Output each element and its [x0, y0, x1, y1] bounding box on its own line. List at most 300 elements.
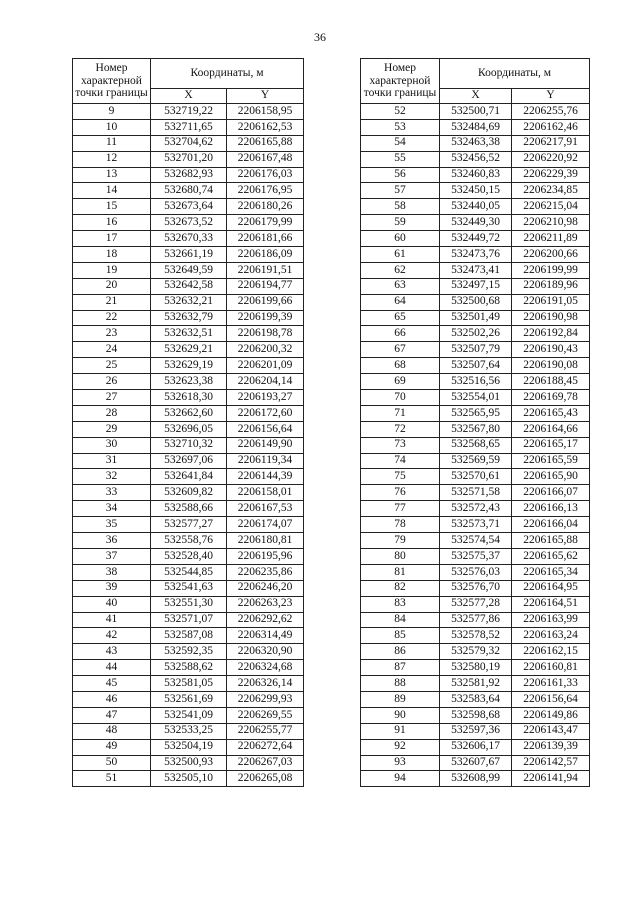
table-row — [361, 278, 590, 294]
x-coordinate-cell: 532505,10 — [151, 771, 227, 787]
y-coordinate-cell: 2206326,14 — [227, 676, 304, 692]
page-number: 36 — [314, 30, 326, 44]
y-coordinate-cell: 2206217,91 — [512, 135, 590, 151]
x-coordinate-cell: 532577,28 — [440, 596, 512, 612]
table-row — [73, 358, 304, 374]
x-coordinate-cell: 532588,66 — [151, 501, 227, 517]
x-coordinate-cell: 532581,05 — [151, 676, 227, 692]
x-coordinate-cell: 532565,95 — [440, 405, 512, 421]
point-number-header: Номер характерной точки границы — [361, 59, 440, 104]
x-coordinate-cell: 532597,36 — [440, 723, 512, 739]
x-coordinate-cell: 532501,49 — [440, 310, 512, 326]
x-coordinate-cell: 532592,35 — [151, 644, 227, 660]
point-number-cell: 62 — [361, 262, 440, 278]
point-number-cell: 66 — [361, 326, 440, 342]
point-number-cell: 59 — [361, 215, 440, 231]
x-coordinate-cell: 532473,41 — [440, 262, 512, 278]
table-row — [73, 517, 304, 533]
x-coordinate-cell: 532719,22 — [151, 104, 227, 120]
point-number-cell: 38 — [73, 564, 151, 580]
point-number-cell: 32 — [73, 469, 151, 485]
y-header: Y — [227, 89, 304, 104]
x-coordinate-cell: 532497,15 — [440, 278, 512, 294]
y-coordinate-cell: 2206193,27 — [227, 390, 304, 406]
y-coordinate-cell: 2206200,66 — [512, 247, 590, 263]
x-coordinate-cell: 532504,19 — [151, 739, 227, 755]
point-number-cell: 64 — [361, 294, 440, 310]
y-coordinate-cell: 2206165,62 — [512, 548, 590, 564]
x-coordinate-cell: 532502,26 — [440, 326, 512, 342]
x-coordinate-cell: 532598,68 — [440, 707, 512, 723]
x-coordinate-cell: 532528,40 — [151, 548, 227, 564]
y-coordinate-cell: 2206119,34 — [227, 453, 304, 469]
y-coordinate-cell: 2206163,24 — [512, 628, 590, 644]
table-row — [73, 771, 304, 787]
point-number-cell: 78 — [361, 517, 440, 533]
y-coordinate-cell: 2206190,98 — [512, 310, 590, 326]
y-coordinate-cell: 2206190,08 — [512, 358, 590, 374]
table-row — [361, 247, 590, 263]
x-coordinate-cell: 532581,92 — [440, 676, 512, 692]
point-number-cell: 56 — [361, 167, 440, 183]
x-coordinate-cell: 532569,59 — [440, 453, 512, 469]
y-coordinate-cell: 2206161,33 — [512, 676, 590, 692]
y-coordinate-cell: 2206156,64 — [227, 421, 304, 437]
y-coordinate-cell: 2206164,95 — [512, 580, 590, 596]
x-coordinate-cell: 532629,21 — [151, 342, 227, 358]
point-number-cell: 75 — [361, 469, 440, 485]
table-row — [361, 453, 590, 469]
table-row — [361, 104, 590, 120]
y-coordinate-cell: 2206176,95 — [227, 183, 304, 199]
point-number-cell: 93 — [361, 755, 440, 771]
table-row — [73, 644, 304, 660]
x-coordinate-cell: 532450,15 — [440, 183, 512, 199]
y-coordinate-cell: 2206165,34 — [512, 564, 590, 580]
table-row — [361, 358, 590, 374]
table-row — [73, 707, 304, 723]
table-row — [73, 628, 304, 644]
point-number-cell: 91 — [361, 723, 440, 739]
y-coordinate-cell: 2206144,39 — [227, 469, 304, 485]
y-coordinate-cell: 2206220,92 — [512, 151, 590, 167]
point-number-cell: 53 — [361, 119, 440, 135]
x-coordinate-cell: 532463,38 — [440, 135, 512, 151]
x-coordinate-cell: 532473,76 — [440, 247, 512, 263]
y-coordinate-cell: 2206199,99 — [512, 262, 590, 278]
x-coordinate-cell: 532500,93 — [151, 755, 227, 771]
x-coordinate-cell: 532696,05 — [151, 421, 227, 437]
y-coordinate-cell: 2206149,86 — [512, 707, 590, 723]
y-coordinate-cell: 2206160,81 — [512, 660, 590, 676]
y-coordinate-cell: 2206162,53 — [227, 119, 304, 135]
point-number-cell: 83 — [361, 596, 440, 612]
x-coordinate-cell: 532507,79 — [440, 342, 512, 358]
point-number-cell: 36 — [73, 533, 151, 549]
x-coordinate-cell: 532578,52 — [440, 628, 512, 644]
x-coordinate-cell: 532500,71 — [440, 104, 512, 120]
y-coordinate-cell: 2206166,07 — [512, 485, 590, 501]
x-coordinate-cell: 532607,67 — [440, 755, 512, 771]
x-coordinate-cell: 532541,09 — [151, 707, 227, 723]
y-coordinate-cell: 2206191,51 — [227, 262, 304, 278]
table-body — [73, 104, 304, 787]
table-row — [361, 231, 590, 247]
x-coordinate-cell: 532460,83 — [440, 167, 512, 183]
y-coordinate-cell: 2206194,77 — [227, 278, 304, 294]
point-number-cell: 52 — [361, 104, 440, 120]
y-coordinate-cell: 2206191,05 — [512, 294, 590, 310]
table-row — [361, 326, 590, 342]
point-number-cell: 35 — [73, 517, 151, 533]
table-row — [73, 247, 304, 263]
point-number-cell: 26 — [73, 374, 151, 390]
x-coordinate-cell: 532609,82 — [151, 485, 227, 501]
table-row — [73, 660, 304, 676]
y-coordinate-cell: 2206200,32 — [227, 342, 304, 358]
table-row — [73, 135, 304, 151]
x-coordinate-cell: 532579,32 — [440, 644, 512, 660]
table-row — [361, 723, 590, 739]
table-body — [361, 104, 590, 787]
y-coordinate-cell: 2206267,03 — [227, 755, 304, 771]
point-number-cell: 67 — [361, 342, 440, 358]
point-number-cell: 47 — [73, 707, 151, 723]
point-number-cell: 55 — [361, 151, 440, 167]
x-coordinate-cell: 532571,07 — [151, 612, 227, 628]
table-row — [73, 231, 304, 247]
table-row — [361, 707, 590, 723]
table-row — [361, 390, 590, 406]
y-coordinate-cell: 2206176,03 — [227, 167, 304, 183]
table-row — [361, 262, 590, 278]
y-coordinate-cell: 2206158,01 — [227, 485, 304, 501]
point-number-cell: 63 — [361, 278, 440, 294]
x-coordinate-cell: 532673,52 — [151, 215, 227, 231]
point-number-header: Номер характерной точки границы — [73, 59, 151, 104]
y-coordinate-cell: 2206165,59 — [512, 453, 590, 469]
table-row — [361, 660, 590, 676]
y-coordinate-cell: 2206149,90 — [227, 437, 304, 453]
table-row — [73, 469, 304, 485]
table-row — [361, 310, 590, 326]
x-coordinate-cell: 532456,52 — [440, 151, 512, 167]
point-number-cell: 54 — [361, 135, 440, 151]
coordinates-header: Координаты, м — [151, 59, 304, 89]
y-coordinate-cell: 2206164,66 — [512, 421, 590, 437]
y-coordinate-cell: 2206165,88 — [512, 533, 590, 549]
x-coordinate-cell: 532583,64 — [440, 691, 512, 707]
y-coordinate-cell: 2206324,68 — [227, 660, 304, 676]
x-coordinate-cell: 532449,30 — [440, 215, 512, 231]
point-number-cell: 42 — [73, 628, 151, 644]
y-coordinate-cell: 2206255,77 — [227, 723, 304, 739]
table-row — [361, 135, 590, 151]
point-number-cell: 30 — [73, 437, 151, 453]
point-number-cell: 80 — [361, 548, 440, 564]
x-coordinate-cell: 532680,74 — [151, 183, 227, 199]
y-coordinate-cell: 2206162,46 — [512, 119, 590, 135]
table-row — [361, 564, 590, 580]
point-number-cell: 87 — [361, 660, 440, 676]
table-row — [361, 437, 590, 453]
point-number-cell: 15 — [73, 199, 151, 215]
point-number-cell: 9 — [73, 104, 151, 120]
point-number-cell: 27 — [73, 390, 151, 406]
x-header: X — [151, 89, 227, 104]
x-coordinate-cell: 532551,30 — [151, 596, 227, 612]
table-row — [361, 612, 590, 628]
y-coordinate-cell: 2206263,23 — [227, 596, 304, 612]
y-coordinate-cell: 2206215,04 — [512, 199, 590, 215]
point-number-cell: 81 — [361, 564, 440, 580]
y-coordinate-cell: 2206235,86 — [227, 564, 304, 580]
y-coordinate-cell: 2206169,78 — [512, 390, 590, 406]
x-coordinate-cell: 532571,58 — [440, 485, 512, 501]
table-row — [73, 390, 304, 406]
x-coordinate-cell: 532682,93 — [151, 167, 227, 183]
point-number-cell: 50 — [73, 755, 151, 771]
y-coordinate-cell: 2206165,90 — [512, 469, 590, 485]
y-coordinate-cell: 2206180,81 — [227, 533, 304, 549]
y-coordinate-cell: 2206189,96 — [512, 278, 590, 294]
x-coordinate-cell: 532507,64 — [440, 358, 512, 374]
point-number-cell: 18 — [73, 247, 151, 263]
point-number-cell: 90 — [361, 707, 440, 723]
table-row — [73, 691, 304, 707]
point-number-cell: 60 — [361, 231, 440, 247]
table-row — [361, 421, 590, 437]
x-coordinate-cell: 532632,51 — [151, 326, 227, 342]
y-coordinate-cell: 2206165,17 — [512, 437, 590, 453]
x-coordinate-cell: 532623,38 — [151, 374, 227, 390]
point-number-cell: 94 — [361, 771, 440, 787]
point-number-cell: 89 — [361, 691, 440, 707]
point-number-cell: 10 — [73, 119, 151, 135]
table-row — [73, 548, 304, 564]
point-number-cell: 72 — [361, 421, 440, 437]
y-coordinate-cell: 2206210,98 — [512, 215, 590, 231]
y-coordinate-cell: 2206320,90 — [227, 644, 304, 660]
y-coordinate-cell: 2206174,07 — [227, 517, 304, 533]
point-number-cell: 88 — [361, 676, 440, 692]
table-row — [73, 421, 304, 437]
y-coordinate-cell: 2206166,04 — [512, 517, 590, 533]
point-number-cell: 25 — [73, 358, 151, 374]
x-coordinate-cell: 532516,56 — [440, 374, 512, 390]
table-row — [361, 342, 590, 358]
point-number-cell: 16 — [73, 215, 151, 231]
point-number-cell: 22 — [73, 310, 151, 326]
coordinates-header: Координаты, м — [440, 59, 590, 89]
y-header: Y — [512, 89, 590, 104]
point-number-cell: 69 — [361, 374, 440, 390]
x-coordinate-cell: 532577,86 — [440, 612, 512, 628]
y-coordinate-cell: 2206198,78 — [227, 326, 304, 342]
y-coordinate-cell: 2206180,26 — [227, 199, 304, 215]
x-coordinate-cell: 532673,64 — [151, 199, 227, 215]
x-coordinate-cell: 532449,72 — [440, 231, 512, 247]
x-coordinate-cell: 532576,03 — [440, 564, 512, 580]
y-coordinate-cell: 2206166,13 — [512, 501, 590, 517]
x-coordinate-cell: 532568,65 — [440, 437, 512, 453]
point-number-cell: 86 — [361, 644, 440, 660]
y-coordinate-cell: 2206190,43 — [512, 342, 590, 358]
table-row — [361, 215, 590, 231]
table-row — [73, 485, 304, 501]
x-coordinate-cell: 532632,79 — [151, 310, 227, 326]
table-row — [73, 326, 304, 342]
x-coordinate-cell: 532558,76 — [151, 533, 227, 549]
point-number-cell: 61 — [361, 247, 440, 263]
table-row — [73, 215, 304, 231]
y-coordinate-cell: 2206188,45 — [512, 374, 590, 390]
table-row — [361, 501, 590, 517]
x-coordinate-cell: 532500,68 — [440, 294, 512, 310]
y-coordinate-cell: 2206229,39 — [512, 167, 590, 183]
table-row — [361, 596, 590, 612]
y-coordinate-cell: 2206265,08 — [227, 771, 304, 787]
y-coordinate-cell: 2206158,95 — [227, 104, 304, 120]
point-number-cell: 82 — [361, 580, 440, 596]
table-row — [361, 167, 590, 183]
point-number-cell: 45 — [73, 676, 151, 692]
x-coordinate-cell: 532580,19 — [440, 660, 512, 676]
table-row — [361, 676, 590, 692]
point-number-cell: 40 — [73, 596, 151, 612]
point-number-cell: 44 — [73, 660, 151, 676]
table-row — [73, 723, 304, 739]
table-row — [361, 199, 590, 215]
x-coordinate-cell: 532618,30 — [151, 390, 227, 406]
y-coordinate-cell: 2206272,64 — [227, 739, 304, 755]
x-coordinate-cell: 532567,80 — [440, 421, 512, 437]
x-coordinate-cell: 532661,19 — [151, 247, 227, 263]
point-number-cell: 17 — [73, 231, 151, 247]
point-number-cell: 24 — [73, 342, 151, 358]
table-row — [361, 485, 590, 501]
point-number-cell: 37 — [73, 548, 151, 564]
point-number-cell: 33 — [73, 485, 151, 501]
point-number-cell: 48 — [73, 723, 151, 739]
point-number-cell: 58 — [361, 199, 440, 215]
x-coordinate-cell: 532710,32 — [151, 437, 227, 453]
y-coordinate-cell: 2206292,62 — [227, 612, 304, 628]
table-row — [361, 119, 590, 135]
y-coordinate-cell: 2206195,96 — [227, 548, 304, 564]
table-row — [73, 151, 304, 167]
point-number-cell: 43 — [73, 644, 151, 660]
x-coordinate-cell: 532711,65 — [151, 119, 227, 135]
point-number-cell: 34 — [73, 501, 151, 517]
x-coordinate-cell: 532697,06 — [151, 453, 227, 469]
y-coordinate-cell: 2206143,47 — [512, 723, 590, 739]
point-number-cell: 74 — [361, 453, 440, 469]
point-number-cell: 31 — [73, 453, 151, 469]
y-coordinate-cell: 2206211,89 — [512, 231, 590, 247]
table-row — [73, 374, 304, 390]
x-coordinate-cell: 532587,08 — [151, 628, 227, 644]
point-number-cell: 76 — [361, 485, 440, 501]
table-row — [361, 469, 590, 485]
table-row — [73, 533, 304, 549]
table-row — [73, 755, 304, 771]
x-coordinate-cell: 532608,99 — [440, 771, 512, 787]
table-row — [73, 342, 304, 358]
table-row — [361, 691, 590, 707]
y-coordinate-cell: 2206142,57 — [512, 755, 590, 771]
table-row — [361, 405, 590, 421]
point-number-cell: 46 — [73, 691, 151, 707]
point-number-cell: 65 — [361, 310, 440, 326]
y-coordinate-cell: 2206139,39 — [512, 739, 590, 755]
point-number-cell: 71 — [361, 405, 440, 421]
point-number-cell: 29 — [73, 421, 151, 437]
point-number-cell: 20 — [73, 278, 151, 294]
x-coordinate-cell: 532533,25 — [151, 723, 227, 739]
table-row — [361, 533, 590, 549]
y-coordinate-cell: 2206186,09 — [227, 247, 304, 263]
coordinates-table-right — [360, 58, 590, 787]
table-row — [73, 183, 304, 199]
y-coordinate-cell: 2206269,55 — [227, 707, 304, 723]
x-coordinate-cell: 532642,58 — [151, 278, 227, 294]
y-coordinate-cell: 2206201,09 — [227, 358, 304, 374]
table-row — [73, 119, 304, 135]
y-coordinate-cell: 2206204,14 — [227, 374, 304, 390]
point-number-cell: 11 — [73, 135, 151, 151]
x-coordinate-cell: 532561,69 — [151, 691, 227, 707]
table-row — [361, 548, 590, 564]
x-coordinate-cell: 532606,17 — [440, 739, 512, 755]
x-coordinate-cell: 532484,69 — [440, 119, 512, 135]
table-row — [73, 310, 304, 326]
table-row — [73, 405, 304, 421]
y-coordinate-cell: 2206141,94 — [512, 771, 590, 787]
point-number-cell: 85 — [361, 628, 440, 644]
table-row — [361, 294, 590, 310]
point-number-cell: 21 — [73, 294, 151, 310]
table-row — [73, 564, 304, 580]
x-coordinate-cell: 532544,85 — [151, 564, 227, 580]
point-number-cell: 51 — [73, 771, 151, 787]
y-coordinate-cell: 2206165,43 — [512, 405, 590, 421]
point-number-cell: 19 — [73, 262, 151, 278]
x-header: X — [440, 89, 512, 104]
table-row — [361, 183, 590, 199]
point-number-cell: 77 — [361, 501, 440, 517]
table-row — [73, 453, 304, 469]
table-row — [73, 437, 304, 453]
x-coordinate-cell: 532440,05 — [440, 199, 512, 215]
y-coordinate-cell: 2206167,48 — [227, 151, 304, 167]
x-coordinate-cell: 532641,84 — [151, 469, 227, 485]
table-row — [73, 612, 304, 628]
point-number-cell: 70 — [361, 390, 440, 406]
table-row — [361, 739, 590, 755]
point-number-cell: 68 — [361, 358, 440, 374]
x-coordinate-cell: 532588,62 — [151, 660, 227, 676]
table-row — [73, 501, 304, 517]
table-row — [361, 628, 590, 644]
y-coordinate-cell: 2206163,99 — [512, 612, 590, 628]
y-coordinate-cell: 2206192,84 — [512, 326, 590, 342]
x-coordinate-cell: 532573,71 — [440, 517, 512, 533]
table-row — [361, 644, 590, 660]
table-row — [73, 199, 304, 215]
x-coordinate-cell: 532572,43 — [440, 501, 512, 517]
table-row — [73, 580, 304, 596]
